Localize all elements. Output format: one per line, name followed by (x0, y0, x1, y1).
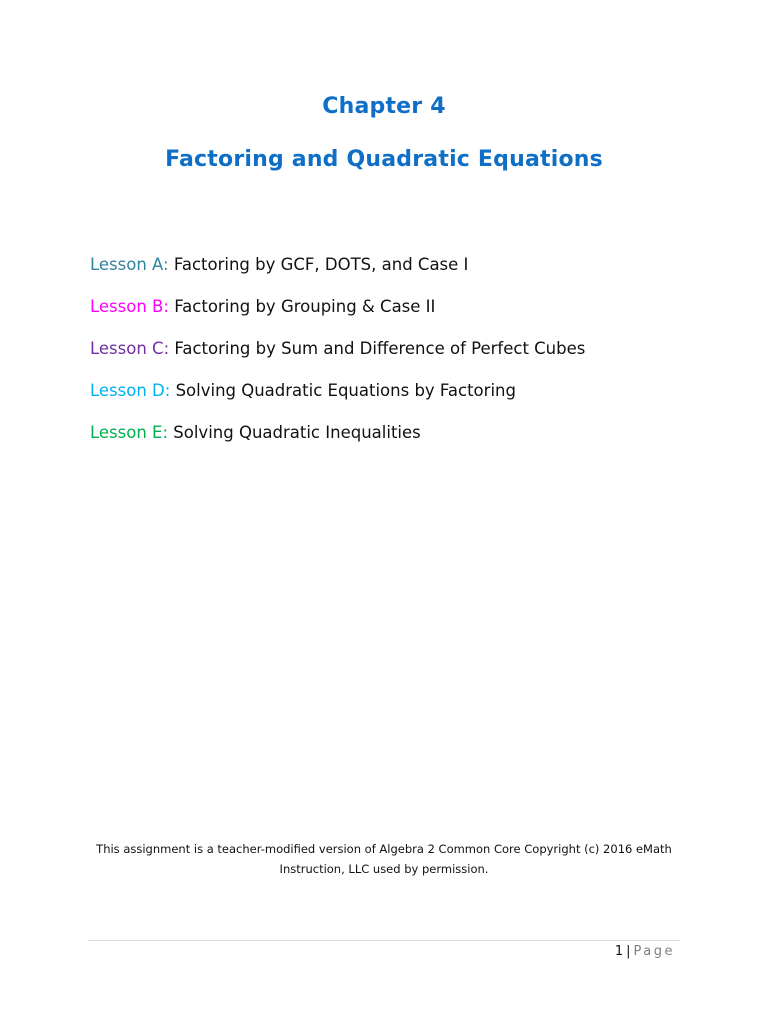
lesson-label: Lesson C: (90, 339, 170, 358)
lesson-title: Factoring by GCF, DOTS, and Case I (173, 255, 469, 274)
chapter-subtitle: Factoring and Quadratic Equations (165, 147, 603, 172)
lesson-title: Solving Quadratic Inequalities (173, 423, 421, 442)
lesson-label: Lesson D: (90, 381, 171, 400)
lesson-item-e (90, 421, 585, 463)
lesson-label: Lesson E: (90, 423, 169, 442)
lesson-label: Lesson A: (90, 255, 169, 274)
lesson-title: Solving Quadratic Equations by Factoring (175, 381, 516, 400)
lesson-list (90, 253, 585, 463)
page-label: Page (633, 944, 675, 959)
lesson-item-c (90, 337, 585, 379)
lesson-item-d (90, 379, 585, 421)
lesson-label: Lesson B: (90, 297, 169, 316)
footer-divider (88, 940, 680, 941)
chapter-title: Chapter 4 (322, 94, 446, 119)
lesson-title: Factoring by Sum and Difference of Perfect Cubes (174, 339, 586, 358)
page-footer (615, 943, 675, 961)
lesson-title: Factoring by Grouping & Case II (174, 297, 436, 316)
lesson-item-b (90, 295, 585, 337)
page-separator: | (626, 944, 631, 959)
copyright-note: This assignment is a teacher-modified version of Algebra 2 Common Core Copyright (c) 2016 eMath Instruction, LLC used by permission. (96, 842, 672, 876)
page-number: 1 (614, 944, 624, 959)
lesson-item-a (90, 253, 585, 295)
